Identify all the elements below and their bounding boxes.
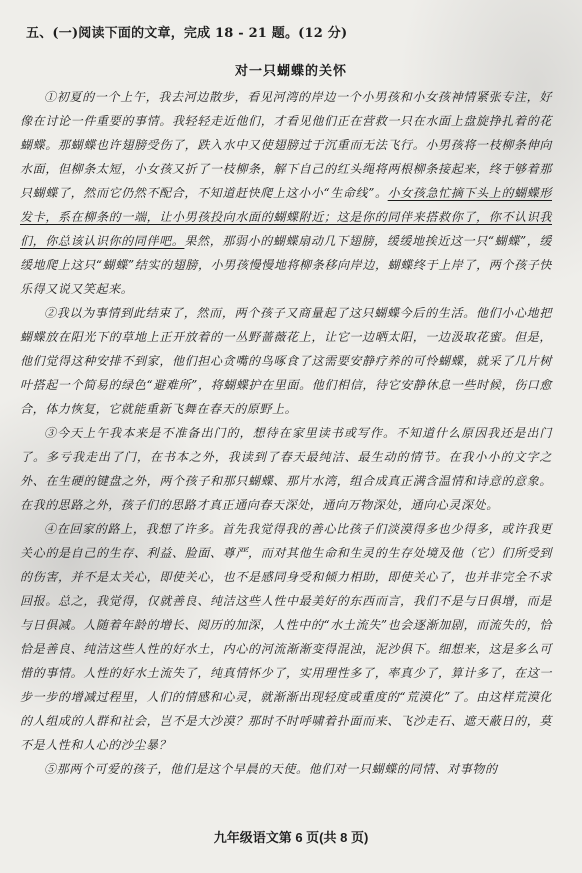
section-header: 五、(一)阅读下面的文章，完成 18 - 21 题。(12 分): [26, 26, 348, 41]
paragraph-3: ③今天上午我本来是不准备出门的，想待在家里读书或写作。不知道什么原因我还是出门了。多亏我走出了门，在书本之外，我读到了春天最纯洁、最生动的情节。在我小小的文字之外、在生硬的键盘之外，两个孩子和那只蝴蝶、那片水湾，组合成真正满含温情和诗意的意象。在我的思路之外，孩子们的思路才真正通向春天深处，通向万物深处，通向心灵深处。: [20, 426, 552, 512]
paragraph-1: [20, 85, 552, 301]
paragraph-1-text-a: ①初夏的一个上午，我去河边散步，看见河湾的岸边一个小男孩和小女孩神情紧张专注，好像在讨论一件重要的事情。我轻轻走近他们，才看见他们正在营救一只在水面上盘旋挣扎着的花蝴蝶。那蝴蝶也许翅膀受伤了，跌入水中又使翅膀过于沉重而无法飞行。小男孩将一枝柳条伸向水面，但柳条太短，小女孩又折了一枝柳条，解下自己的红头绳将两根柳条接起来，终于够着那只蝴蝶了，然而它仍然不配合，不知道赶快爬上这小小“生命线”。: [20, 90, 552, 200]
underlined-sentence: 小女孩急忙摘下头上的蝴蝶形发卡，系在柳条的一端，让小男孩投向水面的蝴蝶附近；这是你的同伴来搭救你了，你不认识我们，你总该认识你的同伴吧。: [20, 186, 552, 248]
paragraph-1-text-c: 果然，那弱小的蝴蝶扇动几下翅膀，缓缓地挨近这一只“蝴蝶”，缓缓地爬上这只“蝴蝶”结实的翅膀，小男孩慢慢地将柳条移向岸边，蝴蝶终于上岸了，两个孩子快乐得又说又笑起来。: [20, 234, 552, 296]
article-body: [20, 85, 552, 781]
article-title: 对一只蝴蝶的关怀: [234, 64, 347, 79]
paragraph-5: ⑤那两个可爱的孩子，他们是这个早晨的天使。他们对一只蝴蝶的同情、对事物的: [44, 762, 498, 776]
paragraph-4: ④在回家的路上，我想了许多。首先我觉得我的善心比孩子们淡漠得多也少得多，或许我更关心的是自己的生存、利益、脸面、尊严，而对其他生命和生灵的生存处境及他（它）们所受到的伤害，并不是太关心，即使关心，也不是感同身受和倾力相助，即使关心了，也并非完全不求回报。总之，我觉得，仅就善良、纯洁这些人性中最美好的东西而言，我们不是与日俱增，而是与日俱减。人随着年龄的增长、阅历的加深，人性中的“水土流失”也会逐渐加剧，而流失的，恰恰是善良、纯洁这些人性的好水土，内心的河流渐渐变得混浊，泥沙俱下。细想来，这是多么可惜的事情。人性的好水土流失了，纯真情怀少了，实用理性多了，率真少了，算计多了，在这一步一步的增减过程里，人们的情感和心灵，就渐渐出现轻度或重度的“荒漠化”了。由这样荒漠化的人组成的人群和社会，岂不是大沙漠？那时不时呼啸着扑面而来、飞沙走石、遮天蔽日的，莫不是人性和人心的沙尘暴？: [20, 522, 552, 752]
page-footer: 九年级语文第 6 页(共 8 页): [213, 830, 369, 845]
paragraph-2: ②我以为事情到此结束了，然而，两个孩子又商量起了这只蝴蝶今后的生活。他们小心地把蝴蝶放在阳光下的草地上正开放着的一丛野蔷薇花上，让它一边晒太阳，一边汲取花蜜。但是，他们觉得这种安排不到家，他们担心贪嘴的鸟啄食了这需要安静疗养的可怜蝴蝶，就采了几片树叶搭起一个简易的绿色“避难所”，将蝴蝶护在里面。他们相信，待它安静休息一些时候，伤口愈合，体力恢复，它就能重新飞舞在春天的原野上。: [20, 306, 552, 416]
